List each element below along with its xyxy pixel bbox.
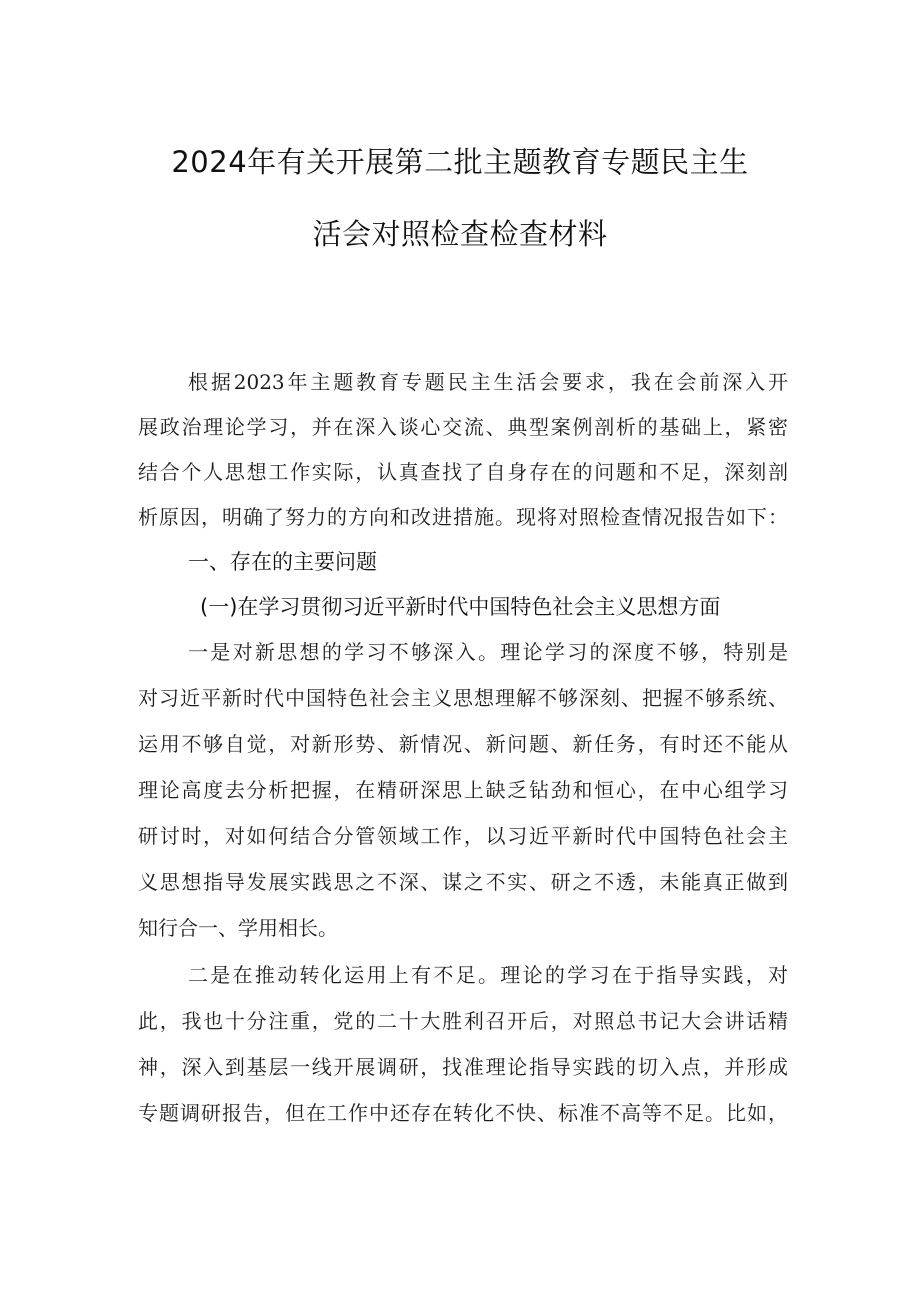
point-one-line: 研讨时，对如何结合分管领域工作，以习近平新时代中国特色社会主 [138, 824, 788, 848]
document-title-line-1: 2024年有关开展第二批主题教育专题民主生 [171, 145, 749, 179]
point-two-line: 专题调研报告，但在工作中还存在转化不快、标准不高等不足。比如， [138, 1101, 788, 1125]
intro-paragraph-line: 展政治理论学习，并在深入谈心交流、典型案例剖析的基础上，紧密 [138, 415, 788, 439]
point-one-line: 义思想指导发展实践思之不深、谋之不实、研之不透，未能真正做到 [138, 870, 788, 894]
intro-paragraph-line: 析原因，明确了努力的方向和改进措施。现将对照检查情况报告如下： [138, 505, 788, 529]
document-title-line-2: 活会对照检查检查材料 [312, 217, 608, 251]
point-one-line: 知行合一、学用相长。 [138, 916, 338, 940]
point-two-line: 二是在推动转化运用上有不足。理论的学习在于指导实践，对 [188, 963, 788, 987]
section-heading: 一、存在的主要问题 [188, 550, 377, 574]
subsection-heading: (一)在学习贯彻习近平新时代中国特色社会主义思想方面 [200, 595, 721, 619]
point-one-line: 理论高度去分析把握，在精研深思上缺乏钻劲和恒心，在中心组学习 [138, 778, 788, 802]
point-one-line: 一是对新思想的学习不够深入。理论学习的深度不够，特别是 [188, 640, 788, 664]
intro-paragraph-line: 结合个人思想工作实际，认真查找了自身存在的问题和不足，深刻剖 [138, 460, 788, 484]
point-two-line: 神，深入到基层一线开展调研，找准理论指导实践的切入点，并形成 [138, 1055, 788, 1079]
intro-paragraph-line: 根据2023年主题教育专题民主生活会要求，我在会前深入开 [188, 370, 788, 394]
point-two-line: 此，我也十分注重，党的二十大胜利召开后，对照总书记大会讲话精 [138, 1009, 788, 1033]
point-one-line: 运用不够自觉，对新形势、新情况、新问题、新任务，有时还不能从 [138, 732, 788, 756]
point-one-line: 对习近平新时代中国特色社会主义思想理解不够深刻、把握不够系统、 [138, 686, 788, 710]
